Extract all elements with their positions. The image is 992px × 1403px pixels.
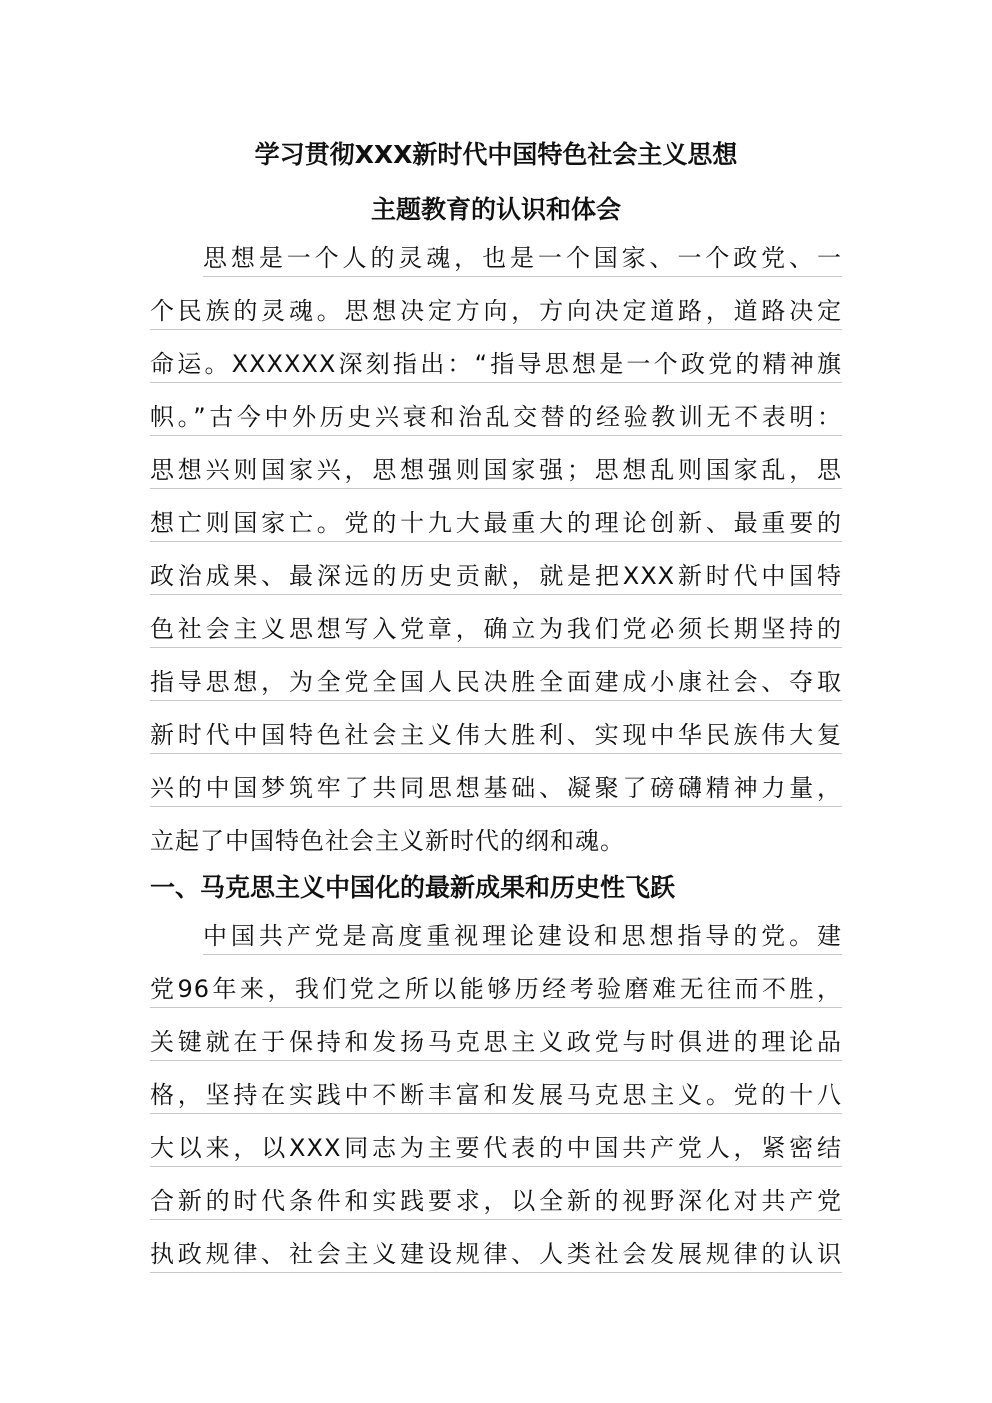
paragraph-1-line: 命运。XXXXXX深刻指出：“指导思想是一个政党的精神旗 xyxy=(150,346,842,383)
paragraph-1-line: 兴的中国梦筑牢了共同思想基础、凝聚了磅礴精神力量， xyxy=(150,770,842,807)
paragraph-1-line: 色社会主义思想写入党章，确立为我们党必须长期坚持的 xyxy=(150,611,842,648)
paragraph-2-line: 合新的时代条件和实践要求，以全新的视野深化对共产党 xyxy=(150,1183,842,1220)
paragraph-2-line: 中国共产党是高度重视理论建设和思想指导的党。建 xyxy=(203,918,842,955)
paragraph-1-line: 政治成果、最深远的历史贡献，就是把XXX新时代中国特 xyxy=(150,558,842,595)
paragraph-1-line: 思想兴则国家兴，思想强则国家强；思想乱则国家乱，思 xyxy=(150,452,842,489)
section-heading: 一、马克思主义中国化的最新成果和历史性飞跃 xyxy=(150,873,676,902)
paragraph-1-line: 帜。”古今中外历史兴衰和治乱交替的经验教训无不表明： xyxy=(150,399,842,436)
paragraph-1-line: 立起了中国特色社会主义新时代的纲和魂。 xyxy=(150,827,625,855)
paragraph-2-line: 格，坚持在实践中不断丰富和发展马克思主义。党的十八 xyxy=(150,1077,842,1114)
paragraph-2-line: 关键就在于保持和发扬马克思主义政党与时俱进的理论品 xyxy=(150,1024,842,1061)
paragraph-1-line: 指导思想，为全党全国人民决胜全面建成小康社会、夺取 xyxy=(150,664,842,701)
document-title-line-1: 学习贯彻XXX新时代中国特色社会主义思想 xyxy=(254,140,738,169)
paragraph-1-line: 思想是一个人的灵魂，也是一个国家、一个政党、一 xyxy=(203,240,842,277)
paragraph-2-line: 大以来，以XXX同志为主要代表的中国共产党人，紧密结 xyxy=(150,1130,842,1167)
document-title-line-2: 主题教育的认识和体会 xyxy=(370,195,621,224)
paragraph-2-line: 党96年来，我们党之所以能够历经考验磨难无往而不胜， xyxy=(150,971,842,1008)
paragraph-1-line: 想亡则国家亡。党的十九大最重大的理论创新、最重要的 xyxy=(150,505,842,542)
paragraph-1-line: 个民族的灵魂。思想决定方向，方向决定道路，道路决定 xyxy=(150,293,842,330)
paragraph-2-line: 执政规律、社会主义建设规律、人类社会发展规律的认识 xyxy=(150,1236,842,1273)
paragraph-1-line: 新时代中国特色社会主义伟大胜利、实现中华民族伟大复 xyxy=(150,717,842,754)
